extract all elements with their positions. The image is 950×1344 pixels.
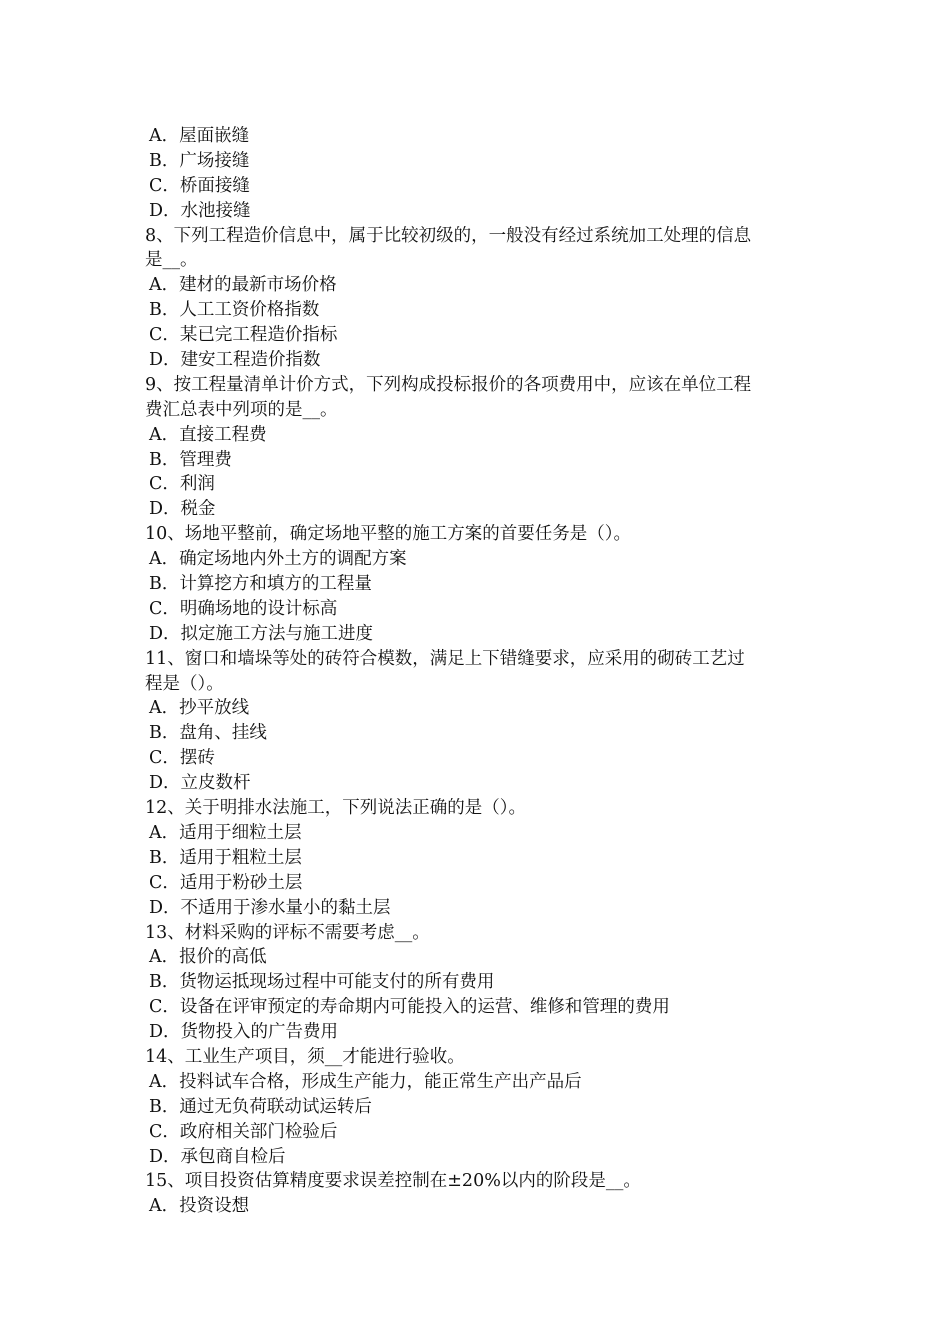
answer-option: D．不适用于渗水量小的黏土层 bbox=[149, 897, 391, 918]
answer-option: B．适用于粗粒土层 bbox=[149, 847, 302, 868]
question-text: 程是（）。 bbox=[145, 673, 224, 694]
answer-option: A．报价的高低 bbox=[149, 947, 267, 968]
question-text: 9、按工程量清单计价方式，下列构成投标报价的各项费用中，应该在单位工程 bbox=[145, 374, 752, 395]
answer-option: A．投资设想 bbox=[149, 1196, 250, 1217]
answer-option: D．税金 bbox=[149, 499, 216, 520]
question-text: 11、窗口和墙垛等处的砖符合模数，满足上下错缝要求，应采用的砌砖工艺过 bbox=[145, 648, 745, 669]
answer-option: A．直接工程费 bbox=[149, 424, 267, 445]
question-text: 12、关于明排水法施工，下列说法正确的是（）。 bbox=[145, 798, 527, 819]
answer-option: A．确定场地内外土方的调配方案 bbox=[149, 549, 407, 570]
answer-option: D．水池接缝 bbox=[149, 200, 251, 221]
answer-option: B．管理费 bbox=[149, 449, 232, 470]
answer-option: B．通过无负荷联动试运转后 bbox=[149, 1096, 372, 1117]
question-text: 15、项目投资估算精度要求误差控制在±20%以内的阶段是__。 bbox=[145, 1171, 641, 1192]
answer-option: D．货物投入的广告费用 bbox=[149, 1022, 339, 1043]
answer-option: A．适用于细粒土层 bbox=[149, 822, 302, 843]
answer-option: B．货物运抵现场过程中可能支付的所有费用 bbox=[149, 972, 495, 993]
question-text: 10、场地平整前，确定场地平整的施工方案的首要任务是（）。 bbox=[145, 524, 632, 545]
question-text: 费汇总表中列项的是__。 bbox=[145, 399, 338, 420]
question-text: 13、材料采购的评标不需要考虑__。 bbox=[145, 922, 430, 943]
answer-option: B．人工工资价格指数 bbox=[149, 300, 320, 321]
answer-option: C．桥面接缝 bbox=[149, 175, 250, 196]
answer-option: C．利润 bbox=[149, 474, 215, 495]
answer-option: D．立皮数杆 bbox=[149, 773, 251, 794]
answer-option: D．拟定施工方法与施工进度 bbox=[149, 623, 374, 644]
answer-option: C．明确场地的设计标高 bbox=[149, 598, 338, 619]
question-text: 14、工业生产项目，须__才能进行验收。 bbox=[145, 1046, 465, 1067]
answer-option: A．建材的最新市场价格 bbox=[149, 275, 337, 296]
question-text: 是__。 bbox=[145, 250, 198, 271]
answer-option: C．某已完工程造价指标 bbox=[149, 325, 338, 346]
answer-option: C．政府相关部门检验后 bbox=[149, 1121, 338, 1142]
answer-option: D．承包商自检后 bbox=[149, 1146, 286, 1167]
answer-option: C．适用于粉砂土层 bbox=[149, 872, 303, 893]
answer-option: B．广场接缝 bbox=[149, 150, 250, 171]
answer-option: A．投料试车合格，形成生产能力，能正常生产出产品后 bbox=[149, 1071, 582, 1092]
question-text: 8、下列工程造价信息中，属于比较初级的，一般没有经过系统加工处理的信息 bbox=[145, 225, 752, 246]
answer-option: D．建安工程造价指数 bbox=[149, 350, 321, 371]
answer-option: C．设备在评审预定的寿命期内可能投入的运营、维修和管理的费用 bbox=[149, 997, 670, 1018]
answer-option: A．抄平放线 bbox=[149, 698, 250, 719]
answer-option: B．盘角、挂线 bbox=[149, 723, 267, 744]
document-body bbox=[145, 124, 810, 1219]
answer-option: B．计算挖方和填方的工程量 bbox=[149, 574, 372, 595]
answer-option: A．屋面嵌缝 bbox=[149, 126, 250, 146]
answer-option: C．摆砖 bbox=[149, 748, 215, 769]
